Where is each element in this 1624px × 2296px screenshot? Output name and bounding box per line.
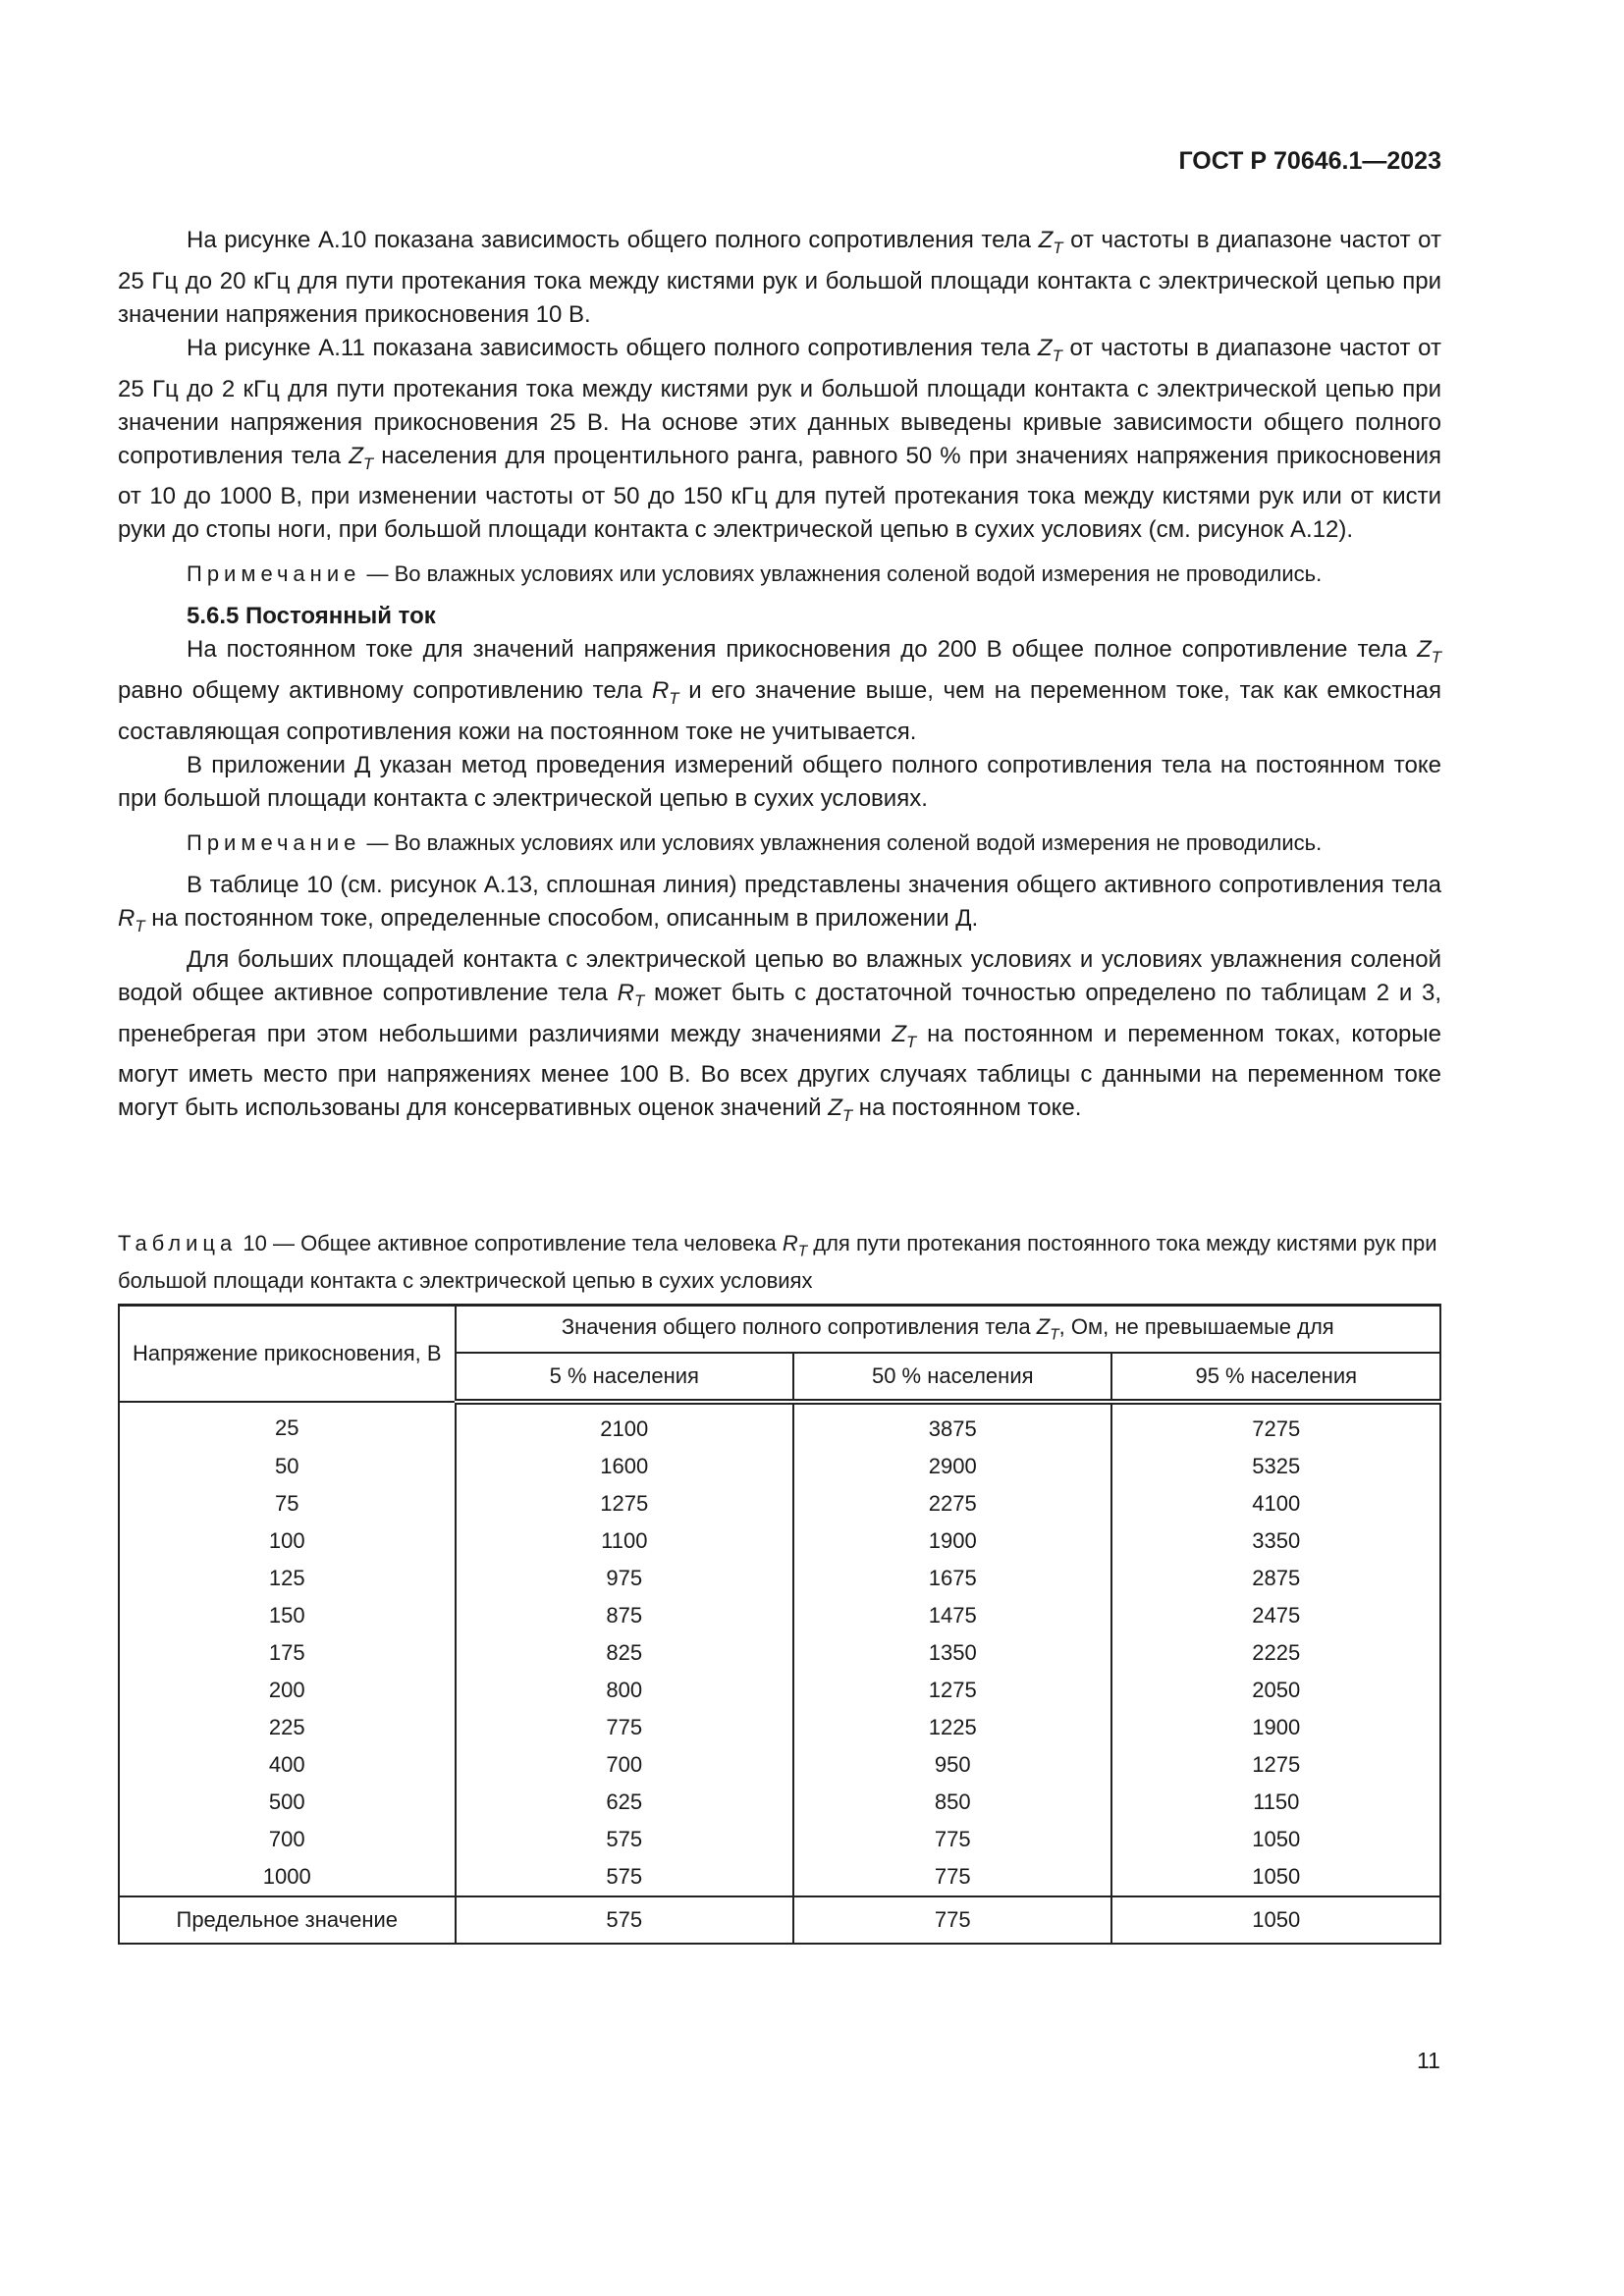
table-cell: 25 [119, 1402, 456, 1448]
paragraph-dc [118, 633, 1441, 749]
table-cell: 2100 [456, 1402, 793, 1448]
symbol-subscript: T [841, 1106, 853, 1126]
text: на постоянном и переменном токах, которые могут иметь место при напряжениях менее 100 В. Во всех других случаях таблицы с данными на переменном токе могут быть использованы для консервативных оценок значений [118, 1020, 1441, 1122]
table-cell: 125 [119, 1560, 456, 1597]
document-id: ГОСТ Р 70646.1—2023 [1178, 147, 1441, 175]
symbol [651, 677, 679, 708]
resistance-table [118, 1304, 1441, 1945]
table-row [119, 1634, 1440, 1672]
table-cell: 575 [456, 1896, 793, 1944]
paragraph-table-ref [118, 869, 1441, 943]
symbol [1036, 1313, 1059, 1344]
symbol-letter: R [617, 979, 634, 1006]
table-cell: 1900 [793, 1522, 1111, 1560]
text: 10 — Общее активное сопротивление тела человека [237, 1231, 783, 1255]
table-row [119, 1821, 1440, 1858]
table-cell: 575 [456, 1858, 793, 1896]
symbol [349, 442, 374, 473]
table-body [119, 1402, 1440, 1944]
text: на постоянном токе, определенные способом, описанным в приложении Д. [144, 904, 979, 932]
symbol-subscript: T [1050, 1326, 1059, 1344]
note [118, 559, 1441, 590]
symbol-letter: Z [1036, 1313, 1051, 1339]
table-cell: 1900 [1111, 1709, 1440, 1746]
table-cell: 700 [456, 1746, 793, 1784]
table-cell: 775 [793, 1896, 1111, 1944]
table-cell: 1050 [1111, 1896, 1440, 1944]
symbol-letter: Z [828, 1095, 842, 1122]
text: В таблице 10 (см. рисунок А.13, сплошная линия) представлены значения общего активного сопротивления тела [187, 871, 1441, 898]
symbol [782, 1231, 808, 1260]
table-cell: 4100 [1111, 1485, 1440, 1522]
table-cell: 625 [456, 1784, 793, 1821]
table-cell: 875 [456, 1597, 793, 1634]
table-cell: 1275 [1111, 1746, 1440, 1784]
table-cell: 2275 [793, 1485, 1111, 1522]
table-row [119, 1746, 1440, 1784]
table-cell: Предельное значение [119, 1896, 456, 1944]
note-text: — Во влажных условиях или условиях увлажнения соленой водой измерения не проводились. [360, 561, 1323, 587]
table-cell: 7275 [1111, 1402, 1440, 1448]
text: может быть с достаточной точностью определено по таблицам 2 и 3, пренебрегая при этом небольшими различиями между значениями [118, 979, 1441, 1047]
text: Значения общего полного сопротивления тела [561, 1313, 1037, 1339]
symbol-subscript: T [669, 688, 679, 708]
header-5-percent: 5 % населения [456, 1353, 793, 1402]
text: от частоты в диапазоне частот от 25 Гц до 2 кГц для пути протекания тока между кистями рук и большой площади контакта с электрической цепью при значении напряжения прикосновения 25 В. На основе этих данных выведены кривые зависимости общего полного сопротивления тела [118, 334, 1441, 469]
table-cell: 1050 [1111, 1858, 1440, 1896]
caption-label: Таблица [118, 1231, 238, 1255]
table-cell: 975 [456, 1560, 793, 1597]
paragraph-appendix: В приложении Д указан метод проведения измерений общего полного сопротивления тела на постоянном токе при большой площади контакта с электрической цепью в сухих условиях. [118, 751, 1441, 812]
table-row [119, 1597, 1440, 1634]
table-row [119, 1858, 1440, 1896]
paragraph-figure-a10 [118, 224, 1441, 332]
table-cell: 3350 [1111, 1522, 1440, 1560]
table-cell: 575 [456, 1821, 793, 1858]
table-cell: 850 [793, 1784, 1111, 1821]
symbol-letter: Z [1417, 636, 1432, 664]
text: от частоты в диапазоне частот от 25 Гц до 20 кГц для пути протекания тока между кистями рук и большой площади контакта с электрической цепью при значении напряжения прикосновения 10 В. [118, 227, 1441, 328]
table-cell: 1225 [793, 1709, 1111, 1746]
table-cell: 150 [119, 1597, 456, 1634]
table-row [119, 1709, 1440, 1746]
symbol-subscript: T [1053, 238, 1063, 257]
paragraph-figure-a11 [118, 332, 1441, 548]
table-cell: 1150 [1111, 1784, 1440, 1821]
symbol-subscript: T [362, 454, 374, 473]
table-cell: 500 [119, 1784, 456, 1821]
table-cell: 800 [456, 1672, 793, 1709]
symbol-letter: Z [349, 442, 363, 469]
table-cell: 700 [119, 1821, 456, 1858]
symbol-subscript: T [135, 916, 145, 935]
table-cell: 1275 [456, 1485, 793, 1522]
symbol-subscript: T [797, 1243, 808, 1260]
table-cell: 825 [456, 1634, 793, 1672]
text: равно общему активному сопротивлению тела [118, 677, 652, 705]
note-label: Примечание [187, 829, 361, 855]
text: на постоянном токе. [852, 1095, 1082, 1122]
table-row [119, 1448, 1440, 1485]
note [118, 828, 1441, 859]
symbol-letter: R [782, 1231, 798, 1255]
symbol-letter: R [651, 677, 670, 705]
symbol [1038, 227, 1063, 257]
table-cell: 1350 [793, 1634, 1111, 1672]
header-voltage: Напряжение прикосновения, В [119, 1306, 456, 1403]
table-row [119, 1522, 1440, 1560]
symbol-subscript: T [633, 990, 645, 1010]
symbol-letter: Z [1037, 334, 1053, 361]
table-cell: 50 [119, 1448, 456, 1485]
table-cell: 2875 [1111, 1560, 1440, 1597]
table-cell: 175 [119, 1634, 456, 1672]
table-cell: 3875 [793, 1402, 1111, 1448]
table-cell: 1100 [456, 1522, 793, 1560]
table-cell: 775 [793, 1858, 1111, 1896]
table-row [119, 1485, 1440, 1522]
note-text: — Во влажных условиях или условиях увлажнения соленой водой измерения не проводились. [360, 829, 1323, 855]
paragraph-wet-conditions [118, 943, 1441, 1133]
table-caption [118, 1229, 1441, 1296]
table-cell: 1000 [119, 1858, 456, 1896]
table-cell: 400 [119, 1746, 456, 1784]
text: Для больших площадей контакта с электрической цепью во влажных условиях и условиях увлажнения соленой водой общее активное сопротивление тела [118, 945, 1441, 1006]
text: , Ом, не превышаемые для [1058, 1313, 1334, 1339]
table-cell: 5325 [1111, 1448, 1440, 1485]
note-label: Примечание [187, 561, 361, 587]
table-cell: 2900 [793, 1448, 1111, 1485]
symbol-subscript: T [1431, 648, 1441, 667]
text: населения для процентильного ранга, равного 50 % при значениях напряжения прикосновения от 10 до 1000 В, при изменении частоты от 50 до 150 кГц для путей протекания тока между кистями рук или от кисти руки до стопы ноги, при большой площади контакта с электрической цепью в сухих условиях (см. рисунок А.12). [118, 442, 1441, 544]
symbol-subscript: T [906, 1032, 917, 1051]
text: На рисунке А.10 показана зависимость общего полного сопротивления тела [187, 227, 1039, 253]
page-number: 11 [1417, 2048, 1440, 2073]
table-cell: 950 [793, 1746, 1111, 1784]
text: для пути протекания постоянного тока между кистями рук при большой площади контакта с электрической цепью в сухих условиях [118, 1231, 1437, 1294]
table-cell: 1675 [793, 1560, 1111, 1597]
table-cell: 775 [793, 1821, 1111, 1858]
table-row [119, 1402, 1440, 1448]
symbol [1037, 334, 1062, 365]
symbol [892, 1020, 917, 1051]
table-row [119, 1560, 1440, 1597]
symbol-letter: Z [1038, 227, 1054, 253]
text: и его значение выше, чем на переменном токе, так как емкостная составляющая сопротивления кожи на постоянном токе не учитывается. [118, 677, 1441, 745]
header-group [456, 1306, 1440, 1354]
symbol-letter: Z [892, 1020, 907, 1047]
symbol [617, 979, 645, 1010]
table-cell: 2050 [1111, 1672, 1440, 1709]
table-cell: 1600 [456, 1448, 793, 1485]
symbol-letter: R [118, 904, 135, 932]
table-cell: 775 [456, 1709, 793, 1746]
text: На постоянном токе для значений напряжения прикосновения до 200 В общее полное сопротивление тела [187, 636, 1418, 664]
table-cell: 2475 [1111, 1597, 1440, 1634]
table-cell: 200 [119, 1672, 456, 1709]
table-cell: 2225 [1111, 1634, 1440, 1672]
table-row [119, 1672, 1440, 1709]
table-cell: 225 [119, 1709, 456, 1746]
table-cell: 1050 [1111, 1821, 1440, 1858]
table-cell: 1475 [793, 1597, 1111, 1634]
table-cell: 100 [119, 1522, 456, 1560]
symbol [118, 904, 145, 935]
limit-row [119, 1896, 1440, 1944]
symbol [1417, 636, 1441, 667]
header-50-percent: 50 % населения [793, 1353, 1111, 1402]
text: На рисунке А.11 показана зависимость общего полного сопротивления тела [187, 334, 1038, 361]
header-95-percent: 95 % населения [1111, 1353, 1440, 1402]
section-heading: 5.6.5 Постоянный ток [187, 603, 436, 630]
table-cell: 1275 [793, 1672, 1111, 1709]
symbol-subscript: T [1052, 346, 1062, 365]
symbol [828, 1095, 853, 1126]
table-cell: 75 [119, 1485, 456, 1522]
body-text [118, 224, 1441, 1133]
table-row [119, 1784, 1440, 1821]
